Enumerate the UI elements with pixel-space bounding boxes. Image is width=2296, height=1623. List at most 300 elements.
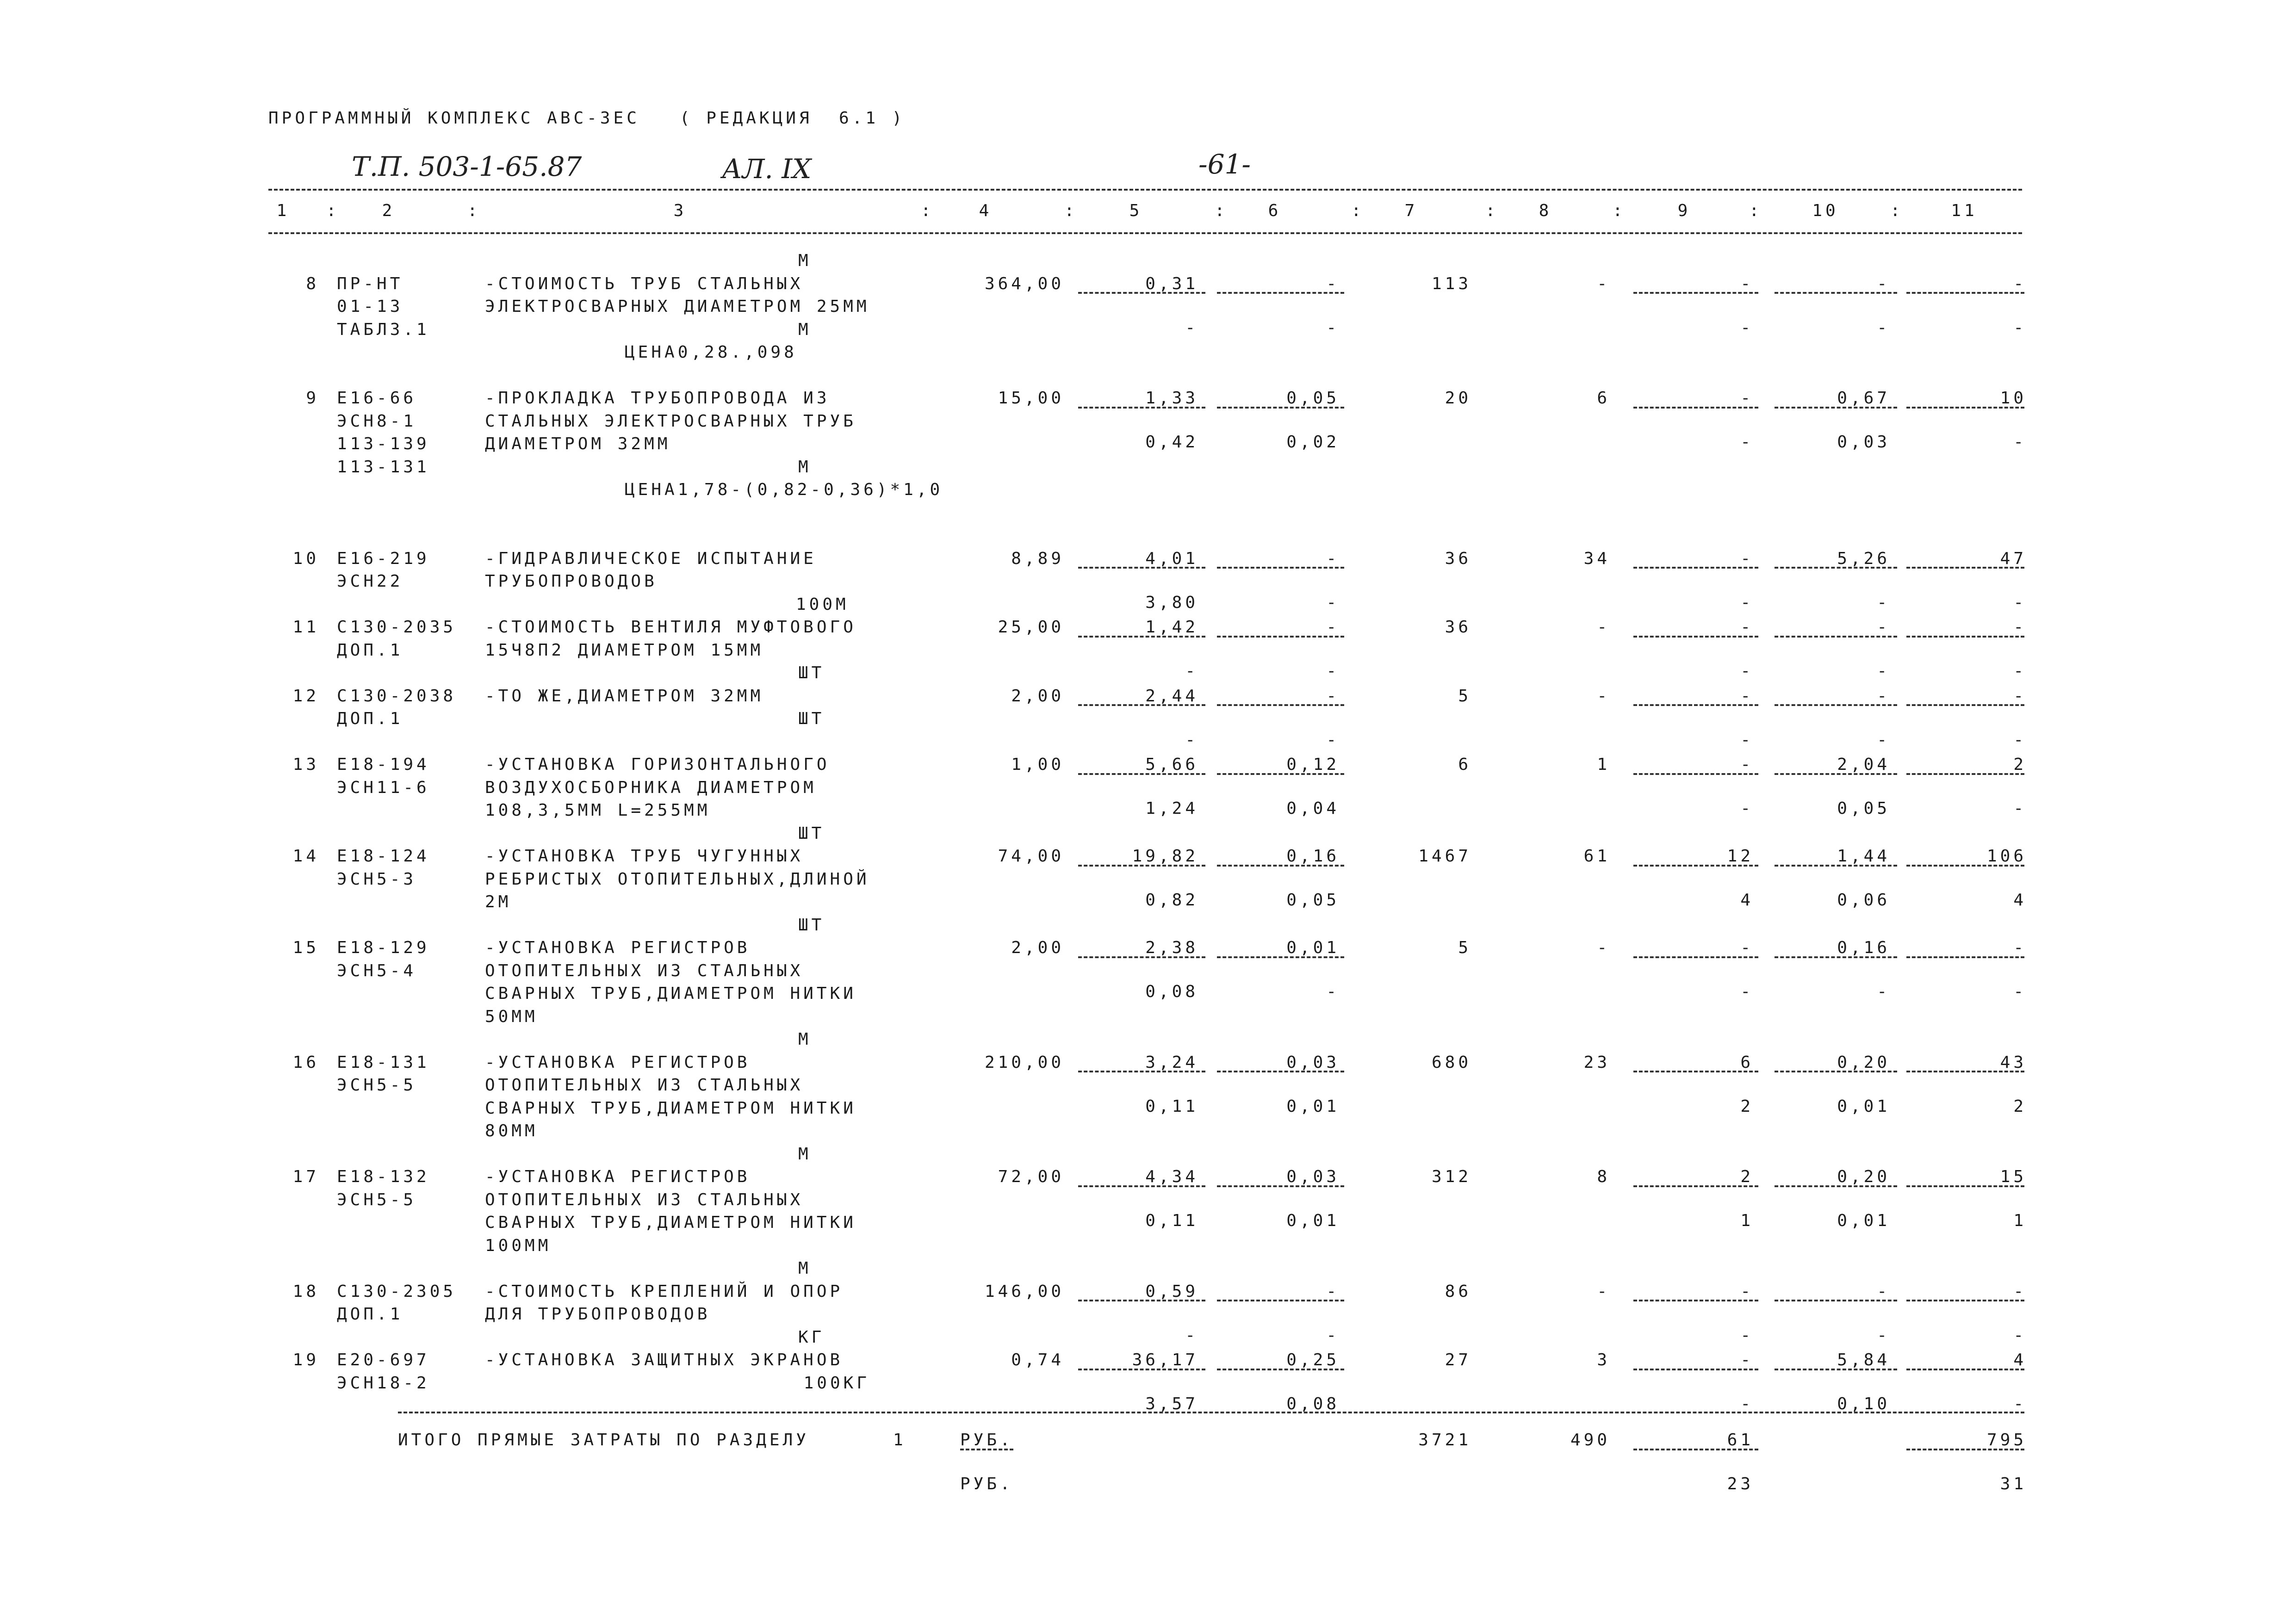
column-header-7: 7 bbox=[1404, 201, 1418, 220]
fraction-rule bbox=[1078, 567, 1205, 569]
fraction-rule bbox=[1633, 865, 1758, 867]
cell-col10: 1,44 bbox=[1837, 847, 1890, 866]
quantity: 1,00 bbox=[1011, 755, 1064, 774]
cell-col5: 0,08 bbox=[1145, 982, 1198, 1001]
work-description: 80ММ bbox=[485, 1121, 538, 1140]
rate-code: ЭСН5-5 bbox=[337, 1190, 417, 1209]
cell-col9: - bbox=[1740, 755, 1754, 774]
program-title: ПРОГРАММНЫЙ КОМПЛЕКС АВС-ЗЕС ( РЕДАКЦИЯ 6.1 ) bbox=[268, 109, 906, 128]
cell-col11: 10 bbox=[2000, 389, 2027, 408]
fraction-rule bbox=[1633, 636, 1758, 638]
cell-col9: - bbox=[1740, 730, 1754, 750]
cell-col6: 0,12 bbox=[1286, 755, 1340, 774]
rate-code: Е18-124 bbox=[337, 847, 430, 866]
totals-col11: 31 bbox=[2000, 1474, 2027, 1494]
column-header-9: 9 bbox=[1677, 201, 1691, 220]
cell-col5: 1,42 bbox=[1145, 618, 1198, 637]
fraction-rule bbox=[1078, 773, 1205, 775]
rate-code: ЭСН22 bbox=[337, 572, 403, 591]
totals-section: 1 bbox=[893, 1431, 906, 1450]
column-header-3: 3 bbox=[673, 201, 687, 220]
unit-label: М bbox=[798, 1259, 812, 1278]
cell-col7: 5 bbox=[1458, 938, 1471, 957]
cell-col10: 5,26 bbox=[1837, 549, 1890, 568]
unit-label: ШТ bbox=[798, 709, 825, 728]
cell-col8: 34 bbox=[1583, 549, 1610, 568]
fraction-rule bbox=[1078, 1185, 1205, 1187]
rate-code: 113-131 bbox=[337, 457, 430, 477]
cell-col9: - bbox=[1740, 1326, 1754, 1345]
row-number: 11 bbox=[292, 618, 319, 637]
totals-label: ИТОГО ПРЯМЫЕ ЗАТРАТЫ ПО РАЗДЕЛУ bbox=[398, 1431, 809, 1450]
cell-col5: - bbox=[1185, 318, 1198, 337]
totals-col7: 3721 bbox=[1418, 1431, 1471, 1450]
rate-code: ЭСН8-1 bbox=[337, 411, 417, 431]
totals-unit: РУБ. bbox=[960, 1431, 1013, 1450]
cell-col6: 0,05 bbox=[1286, 891, 1340, 910]
fraction-rule bbox=[1906, 1185, 2024, 1187]
cell-col9: 2 bbox=[1740, 1167, 1754, 1186]
rate-code: С130-2035 bbox=[337, 618, 457, 637]
cell-col9: - bbox=[1740, 1394, 1754, 1413]
cell-col5: - bbox=[1185, 730, 1198, 750]
column-separator: : bbox=[1351, 201, 1365, 220]
cell-col9: - bbox=[1740, 982, 1754, 1001]
rate-code: ЭСН5-4 bbox=[337, 961, 417, 980]
cell-col11: - bbox=[2013, 274, 2027, 293]
cell-col6: - bbox=[1326, 1282, 1340, 1301]
row-number: 8 bbox=[306, 274, 319, 293]
fraction-rule bbox=[1906, 773, 2024, 775]
fraction-rule bbox=[1217, 1071, 1344, 1072]
cell-col6: - bbox=[1326, 662, 1340, 681]
fraction-rule bbox=[1906, 636, 2024, 638]
row-number: 19 bbox=[292, 1350, 319, 1369]
cell-col7: 1467 bbox=[1418, 847, 1471, 866]
cell-col6: 0,01 bbox=[1286, 1096, 1340, 1116]
row-number: 18 bbox=[292, 1282, 319, 1301]
cell-col9: - bbox=[1740, 662, 1754, 681]
work-description: СВАРНЫХ ТРУБ,ДИАМЕТРОМ НИТКИ bbox=[485, 1213, 856, 1232]
fraction-rule bbox=[1906, 567, 2024, 569]
cell-col10: - bbox=[1877, 1282, 1890, 1301]
cell-col9: - bbox=[1740, 318, 1754, 337]
unit-label: 100М bbox=[796, 595, 849, 614]
work-description: -СТОИМОСТЬ КРЕПЛЕНИЙ И ОПОР bbox=[485, 1282, 844, 1301]
cell-col9: - bbox=[1740, 1282, 1754, 1301]
unit-label: ШТ bbox=[798, 915, 825, 935]
rate-code: ЭСН11-6 bbox=[337, 778, 430, 797]
work-description: ЭЛЕКТРОСВАРНЫХ ДИАМЕТРОМ 25ММ bbox=[485, 297, 870, 316]
column-header-8: 8 bbox=[1539, 201, 1552, 220]
cell-col8: 8 bbox=[1597, 1167, 1610, 1186]
work-description: ОТОПИТЕЛЬНЫХ ИЗ СТАЛЬНЫХ bbox=[485, 1076, 804, 1095]
cell-col5: 36,17 bbox=[1132, 1350, 1198, 1369]
quantity: 364,00 bbox=[984, 274, 1064, 293]
unit-label: М bbox=[798, 251, 812, 270]
fraction-rule bbox=[1633, 1369, 1758, 1370]
column-separator: : bbox=[467, 201, 481, 220]
work-description: -СТОИМОСТЬ ТРУБ СТАЛЬНЫХ bbox=[485, 274, 804, 293]
work-description: -УСТАНОВКА ЗАЩИТНЫХ ЭКРАНОВ bbox=[485, 1350, 844, 1369]
fraction-rule bbox=[1217, 773, 1344, 775]
cell-col5: 1,24 bbox=[1145, 799, 1198, 818]
totals-top-rule bbox=[398, 1412, 2024, 1413]
cell-col5: 0,59 bbox=[1145, 1282, 1198, 1301]
rate-code: ДОП.1 bbox=[337, 709, 403, 728]
header-bottom-rule bbox=[268, 232, 2022, 234]
rate-code: Е16-219 bbox=[337, 549, 430, 568]
quantity: 210,00 bbox=[984, 1053, 1064, 1072]
work-description: СВАРНЫХ ТРУБ,ДИАМЕТРОМ НИТКИ bbox=[485, 1098, 856, 1118]
fraction-rule bbox=[1217, 1185, 1344, 1187]
cell-col8: - bbox=[1597, 938, 1610, 957]
cell-col8: 3 bbox=[1597, 1350, 1610, 1369]
work-description: -УСТАНОВКА РЕГИСТРОВ bbox=[485, 1167, 751, 1186]
work-description: 2М bbox=[485, 892, 512, 911]
cell-col7: 36 bbox=[1445, 549, 1471, 568]
fraction-rule bbox=[1078, 704, 1205, 706]
work-description: -ТО ЖЕ,ДИАМЕТРОМ 32ММ bbox=[485, 686, 764, 706]
rate-code: Е18-132 bbox=[337, 1167, 430, 1186]
work-description: 108,3,5ММ L=255ММ bbox=[485, 801, 711, 820]
cell-col11: 43 bbox=[2000, 1053, 2027, 1072]
cell-col5: 0,11 bbox=[1145, 1096, 1198, 1116]
rate-code: 113-139 bbox=[337, 434, 430, 453]
cell-col11: - bbox=[2013, 730, 2027, 750]
fraction-rule bbox=[1775, 636, 1897, 638]
cell-col7: 680 bbox=[1431, 1053, 1471, 1072]
cell-col10: - bbox=[1877, 982, 1890, 1001]
fraction-rule bbox=[1906, 956, 2024, 958]
rate-code: 01-13 bbox=[337, 297, 403, 316]
work-description: -УСТАНОВКА ГОРИЗОНТАЛЬНОГО bbox=[485, 755, 830, 774]
row-number: 10 bbox=[292, 549, 319, 568]
column-separator: : bbox=[1613, 201, 1626, 220]
totals-col11: 795 bbox=[1986, 1431, 2027, 1450]
cell-col11: - bbox=[2013, 982, 2027, 1001]
fraction-rule bbox=[1906, 704, 2024, 706]
rate-code: Е18-129 bbox=[337, 938, 430, 957]
cell-col7: 36 bbox=[1445, 618, 1471, 637]
quantity: 8,89 bbox=[1011, 549, 1064, 568]
row-number: 13 bbox=[292, 755, 319, 774]
rate-code: ДОП.1 bbox=[337, 1305, 403, 1324]
rate-code: ЭСН5-3 bbox=[337, 869, 417, 889]
column-separator: : bbox=[326, 201, 340, 220]
fraction-rule bbox=[1633, 1300, 1758, 1301]
fraction-rule bbox=[1078, 407, 1205, 409]
column-separator: : bbox=[1485, 201, 1499, 220]
header-top-rule bbox=[268, 189, 2022, 191]
cell-col5: - bbox=[1185, 1326, 1198, 1345]
cell-col5: 3,57 bbox=[1145, 1394, 1198, 1413]
cell-col5: 2,38 bbox=[1145, 938, 1198, 957]
fraction-rule bbox=[1775, 704, 1897, 706]
fraction-rule bbox=[1633, 704, 1758, 706]
cell-col8: 61 bbox=[1583, 847, 1610, 866]
column-separator: : bbox=[1215, 201, 1228, 220]
unit-label: КГ bbox=[798, 1327, 825, 1347]
cell-col11: - bbox=[2013, 593, 2027, 612]
cell-col10: 0,03 bbox=[1837, 433, 1890, 452]
cell-col11: - bbox=[2013, 433, 2027, 452]
cell-col11: 15 bbox=[2000, 1167, 2027, 1186]
quantity: 74,00 bbox=[998, 847, 1064, 866]
fraction-rule bbox=[1217, 636, 1344, 638]
cell-col8: 1 bbox=[1597, 755, 1610, 774]
work-description: -ПРОКЛАДКА ТРУБОПРОВОДА ИЗ bbox=[485, 389, 830, 408]
cell-col11: 4 bbox=[2013, 891, 2027, 910]
work-description: -ГИДРАВЛИЧЕСКОЕ ИСПЫТАНИЕ bbox=[485, 549, 817, 568]
fraction-rule bbox=[1633, 292, 1758, 294]
cell-col5: 0,31 bbox=[1145, 274, 1198, 293]
work-description: ВОЗДУХОСБОРНИКА ДИАМЕТРОМ bbox=[485, 778, 817, 797]
cell-col11: 47 bbox=[2000, 549, 2027, 568]
work-description: СТАЛЬНЫХ ЭЛЕКТРОСВАРНЫХ ТРУБ bbox=[485, 411, 856, 431]
cell-col9: - bbox=[1740, 593, 1754, 612]
cell-col5: 0,42 bbox=[1145, 433, 1198, 452]
fraction-rule bbox=[1906, 1071, 2024, 1072]
column-header-4: 4 bbox=[979, 201, 993, 220]
fraction-rule bbox=[1775, 1071, 1897, 1072]
cell-col6: 0,04 bbox=[1286, 799, 1340, 818]
fraction-rule bbox=[1906, 1449, 2024, 1450]
cell-col7: 113 bbox=[1431, 274, 1471, 293]
cell-col11: - bbox=[2013, 1394, 2027, 1413]
cell-col6: - bbox=[1326, 274, 1340, 293]
cell-col11: - bbox=[2013, 1326, 2027, 1345]
rate-code: Е18-194 bbox=[337, 755, 430, 774]
cell-col8: 6 bbox=[1597, 389, 1610, 408]
work-description: 15Ч8П2 ДИАМЕТРОМ 15ММ bbox=[485, 640, 764, 660]
quantity: 2,00 bbox=[1011, 686, 1064, 706]
column-separator: : bbox=[921, 201, 934, 220]
cell-col10: - bbox=[1877, 686, 1890, 706]
cell-col7: 312 bbox=[1431, 1167, 1471, 1186]
cell-col8: - bbox=[1597, 618, 1610, 637]
column-header-6: 6 bbox=[1268, 201, 1282, 220]
rate-code: ЭСН5-5 bbox=[337, 1076, 417, 1095]
cell-col9: 6 bbox=[1740, 1053, 1754, 1072]
work-description: ДИАМЕТРОМ 32ММ bbox=[485, 434, 671, 453]
cell-col10: - bbox=[1877, 618, 1890, 637]
cell-col7: 6 bbox=[1458, 755, 1471, 774]
cell-col9: - bbox=[1740, 389, 1754, 408]
fraction-rule bbox=[1078, 1369, 1205, 1370]
cell-col11: - bbox=[2013, 799, 2027, 818]
cell-col9: 2 bbox=[1740, 1096, 1754, 1116]
fraction-rule bbox=[1775, 1185, 1897, 1187]
quantity: 15,00 bbox=[998, 389, 1064, 408]
work-description: РЕБРИСТЫХ ОТОПИТЕЛЬНЫХ,ДЛИНОЙ bbox=[485, 869, 870, 889]
row-number: 17 bbox=[292, 1167, 319, 1186]
column-separator: : bbox=[1749, 201, 1762, 220]
cell-col9: - bbox=[1740, 686, 1754, 706]
cell-col10: - bbox=[1877, 730, 1890, 750]
work-description: -УСТАНОВКА РЕГИСТРОВ bbox=[485, 1053, 751, 1072]
unit-label: ШТ bbox=[798, 824, 825, 843]
work-description: -УСТАНОВКА ТРУБ ЧУГУННЫХ bbox=[485, 847, 804, 866]
rate-code: ДОП.1 bbox=[337, 640, 403, 660]
cell-col6: 0,01 bbox=[1286, 1211, 1340, 1230]
cell-col7: 5 bbox=[1458, 686, 1471, 706]
fraction-rule bbox=[1906, 292, 2024, 294]
cell-col11: 1 bbox=[2013, 1211, 2027, 1230]
totals-unit: РУБ. bbox=[960, 1474, 1013, 1494]
unit-label: ШТ bbox=[798, 663, 825, 682]
cell-col5: 4,34 bbox=[1145, 1167, 1198, 1186]
cell-col8: 23 bbox=[1583, 1053, 1610, 1072]
cell-col9: 12 bbox=[1727, 847, 1754, 866]
fraction-rule bbox=[1633, 1449, 1758, 1450]
row-number: 16 bbox=[292, 1053, 319, 1072]
cell-col6: - bbox=[1326, 982, 1340, 1001]
cell-col6: 0,01 bbox=[1286, 938, 1340, 957]
cell-col10: 0,20 bbox=[1837, 1167, 1890, 1186]
unit-label: М bbox=[798, 457, 812, 477]
fraction-rule bbox=[1217, 956, 1344, 958]
cell-col10: 0,16 bbox=[1837, 938, 1890, 957]
cell-col10: - bbox=[1877, 662, 1890, 681]
column-separator: : bbox=[1064, 201, 1078, 220]
work-description: ОТОПИТЕЛЬНЫХ ИЗ СТАЛЬНЫХ bbox=[485, 1190, 804, 1209]
cell-col10: 0,01 bbox=[1837, 1096, 1890, 1116]
fraction-rule bbox=[1633, 1185, 1758, 1187]
cell-col9: - bbox=[1740, 433, 1754, 452]
fraction-rule bbox=[1217, 1300, 1344, 1301]
rate-code: ЭСН18-2 bbox=[337, 1373, 430, 1393]
fraction-rule bbox=[1775, 956, 1897, 958]
rate-code: С130-2305 bbox=[337, 1282, 457, 1301]
fraction-rule bbox=[1633, 567, 1758, 569]
fraction-rule bbox=[1775, 865, 1897, 867]
fraction-rule bbox=[1078, 1300, 1205, 1301]
cell-col5: 4,01 bbox=[1145, 549, 1198, 568]
rate-code: Е20-697 bbox=[337, 1350, 430, 1369]
rate-code: Е16-66 bbox=[337, 389, 417, 408]
fraction-rule bbox=[1775, 407, 1897, 409]
fraction-rule bbox=[1217, 704, 1344, 706]
row-number: 12 bbox=[292, 686, 319, 706]
cell-col9: 4 bbox=[1740, 891, 1754, 910]
cell-col9: 1 bbox=[1740, 1211, 1754, 1230]
cell-col5: 3,24 bbox=[1145, 1053, 1198, 1072]
cell-col7: 86 bbox=[1445, 1282, 1471, 1301]
fraction-rule bbox=[1217, 865, 1344, 867]
fraction-rule bbox=[1906, 1369, 2024, 1370]
cell-col11: 2 bbox=[2013, 755, 2027, 774]
cell-col6: - bbox=[1326, 730, 1340, 750]
cell-col6: 0,02 bbox=[1286, 433, 1340, 452]
fraction-rule bbox=[1633, 407, 1758, 409]
cell-col6: 0,16 bbox=[1286, 847, 1340, 866]
fraction-rule bbox=[1078, 1071, 1205, 1072]
cell-col10: 0,05 bbox=[1837, 799, 1890, 818]
column-header-2: 2 bbox=[382, 201, 396, 220]
cell-col6: - bbox=[1326, 686, 1340, 706]
quantity: 0,74 bbox=[1011, 1350, 1064, 1369]
fraction-rule bbox=[1633, 773, 1758, 775]
row-number: 14 bbox=[292, 847, 319, 866]
work-description: ОТОПИТЕЛЬНЫХ ИЗ СТАЛЬНЫХ bbox=[485, 961, 804, 980]
fraction-rule bbox=[1078, 636, 1205, 638]
unit-label: 100КГ bbox=[803, 1373, 870, 1393]
totals-col8: 490 bbox=[1570, 1431, 1610, 1450]
cell-col11: - bbox=[2013, 686, 2027, 706]
cell-col11: - bbox=[2013, 1282, 2027, 1301]
cell-col5: 19,82 bbox=[1132, 847, 1198, 866]
unit-label: М bbox=[798, 1144, 812, 1164]
cell-col8: - bbox=[1597, 686, 1610, 706]
cell-col7: 20 bbox=[1445, 389, 1471, 408]
work-description: ДЛЯ ТРУБОПРОВОДОВ bbox=[485, 1305, 711, 1324]
fraction-rule bbox=[1775, 773, 1897, 775]
fraction-rule bbox=[1906, 865, 2024, 867]
cell-col7: 27 bbox=[1445, 1350, 1471, 1369]
column-header-1: 1 bbox=[276, 201, 290, 220]
cell-col11: - bbox=[2013, 618, 2027, 637]
cell-col11: 2 bbox=[2013, 1096, 2027, 1116]
totals-col9: 23 bbox=[1727, 1474, 1754, 1494]
cell-col6: - bbox=[1326, 318, 1340, 337]
cell-col6: - bbox=[1326, 549, 1340, 568]
cell-col6: - bbox=[1326, 618, 1340, 637]
cell-col10: 0,67 bbox=[1837, 389, 1890, 408]
cell-col5: 3,80 bbox=[1145, 593, 1198, 612]
column-header-10: 10 bbox=[1812, 201, 1839, 220]
cell-col10: 0,01 bbox=[1837, 1211, 1890, 1230]
totals-col9: 61 bbox=[1727, 1431, 1754, 1450]
cell-col9: - bbox=[1740, 938, 1754, 957]
cell-col5: 0,82 bbox=[1145, 891, 1198, 910]
price-formula: ЦЕНА0,28.,098 bbox=[625, 343, 797, 362]
unit-label: М bbox=[798, 320, 812, 339]
rate-code: ПР-НТ bbox=[337, 274, 403, 293]
work-description: 50ММ bbox=[485, 1007, 538, 1026]
quantity: 72,00 bbox=[998, 1167, 1064, 1186]
cell-col6: 0,08 bbox=[1286, 1394, 1340, 1413]
work-description: СВАРНЫХ ТРУБ,ДИАМЕТРОМ НИТКИ bbox=[485, 984, 856, 1003]
work-description: -УСТАНОВКА РЕГИСТРОВ bbox=[485, 938, 751, 957]
cell-col10: 5,84 bbox=[1837, 1350, 1890, 1369]
album-number: АЛ. IX bbox=[722, 153, 812, 185]
quantity: 146,00 bbox=[984, 1282, 1064, 1301]
fraction-rule bbox=[1633, 956, 1758, 958]
column-header-5: 5 bbox=[1129, 201, 1143, 220]
unit-label: М bbox=[798, 1030, 812, 1049]
cell-col6: 0,03 bbox=[1286, 1167, 1340, 1186]
fraction-rule bbox=[1217, 407, 1344, 409]
cell-col9: - bbox=[1740, 1350, 1754, 1369]
cell-col9: - bbox=[1740, 549, 1754, 568]
work-description: -СТОИМОСТЬ ВЕНТИЛЯ МУФТОВОГО bbox=[485, 618, 856, 637]
fraction-rule bbox=[1906, 407, 2024, 409]
fraction-rule bbox=[1633, 1071, 1758, 1072]
quantity: 2,00 bbox=[1011, 938, 1064, 957]
cell-col8: - bbox=[1597, 1282, 1610, 1301]
cell-col11: - bbox=[2013, 938, 2027, 957]
cell-col6: 0,25 bbox=[1286, 1350, 1340, 1369]
fraction-rule bbox=[960, 1449, 1013, 1450]
fraction-rule bbox=[1217, 1369, 1344, 1370]
cell-col9: - bbox=[1740, 799, 1754, 818]
fraction-rule bbox=[1906, 1300, 2024, 1301]
fraction-rule bbox=[1775, 567, 1897, 569]
fraction-rule bbox=[1775, 1369, 1897, 1370]
row-number: 15 bbox=[292, 938, 319, 957]
cell-col9: - bbox=[1740, 618, 1754, 637]
